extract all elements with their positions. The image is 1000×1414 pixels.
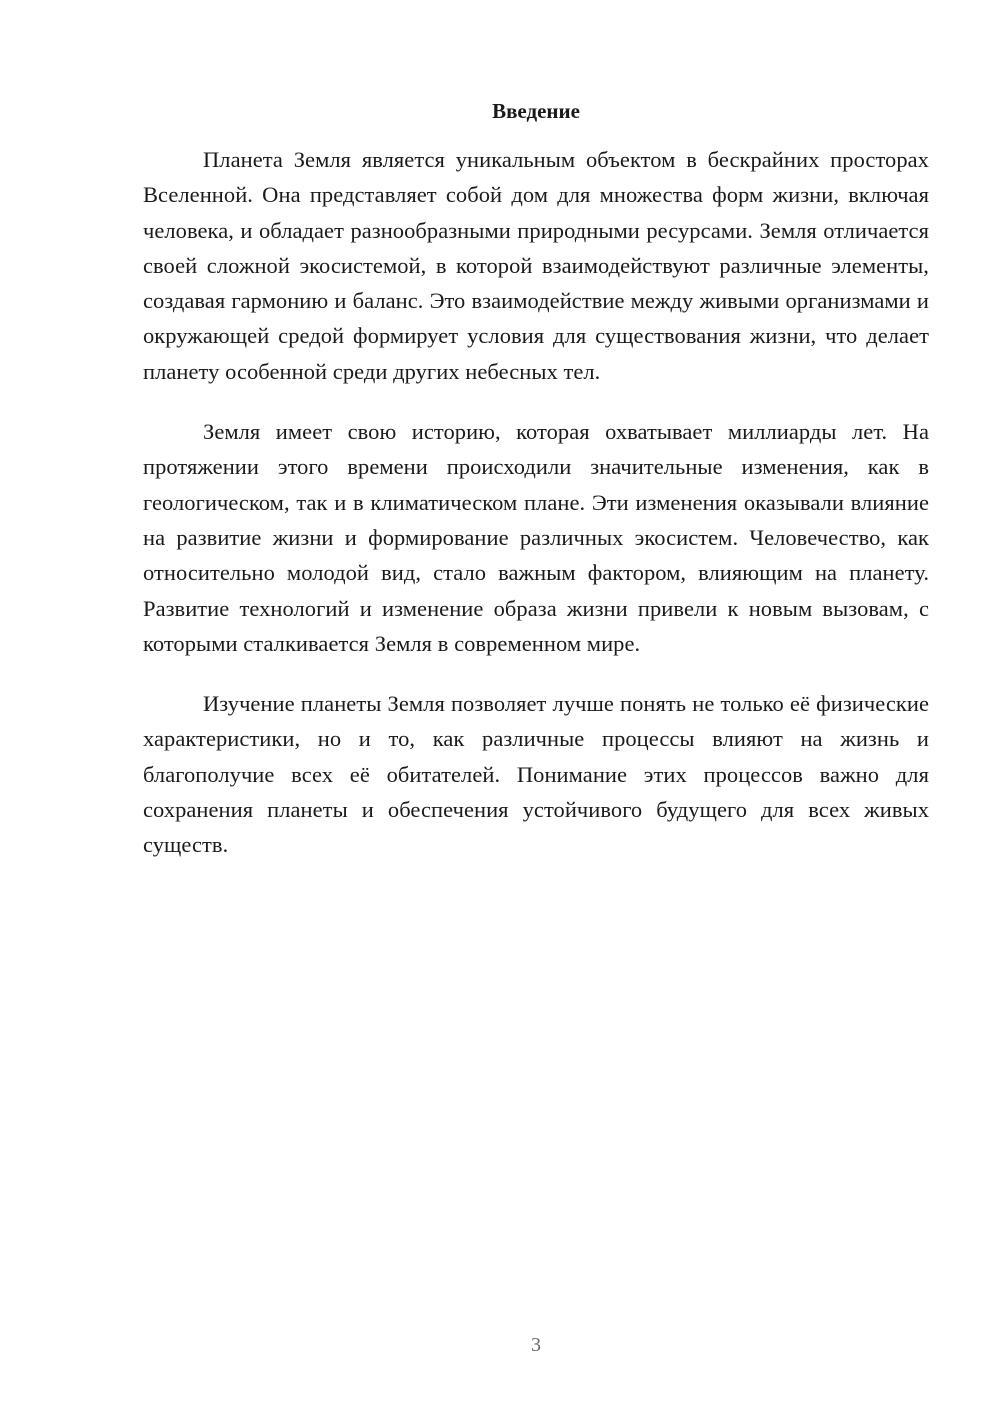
paragraph-1: Планета Земля является уникальным объектом в бескрайних просторах Вселенной. Она представляет собой дом для множества форм жизни, включая человека, и обладает разнообразными природными ресурсами. Земля отличается своей сложной экосистемой, в которой взаимодействуют различные элементы, создавая гармонию и баланс. Это взаимодействие между живыми организмами и окружающей средой формирует условия для существования жизни, что делает планету особенной среди других небесных тел. — [143, 147, 929, 384]
page-number: 3 — [531, 1334, 541, 1356]
paragraph-3: Изучение планеты Земля позволяет лучше понять не только её физические характеристики, но и то, как различные процессы влияют на жизнь и благополучие всех её обитателей. Понимание этих процессов важно для сохранения планеты и обеспечения устойчивого будущего для всех живых существ. — [143, 691, 929, 858]
document-body — [143, 142, 929, 888]
page-title: Введение — [492, 99, 580, 123]
paragraph-2: Земля имеет свою историю, которая охватывает миллиарды лет. На протяжении этого времени происходили значительные изменения, как в геологическом, так и в климатическом плане. Эти изменения оказывали влияние на развитие жизни и формирование различных экосистем. Человечество, как относительно молодой вид, стало важным фактором, влияющим на планету. Развитие технологий и изменение образа жизни привели к новым вызовам, с которыми сталкивается Земля в современном мире. — [143, 419, 929, 656]
